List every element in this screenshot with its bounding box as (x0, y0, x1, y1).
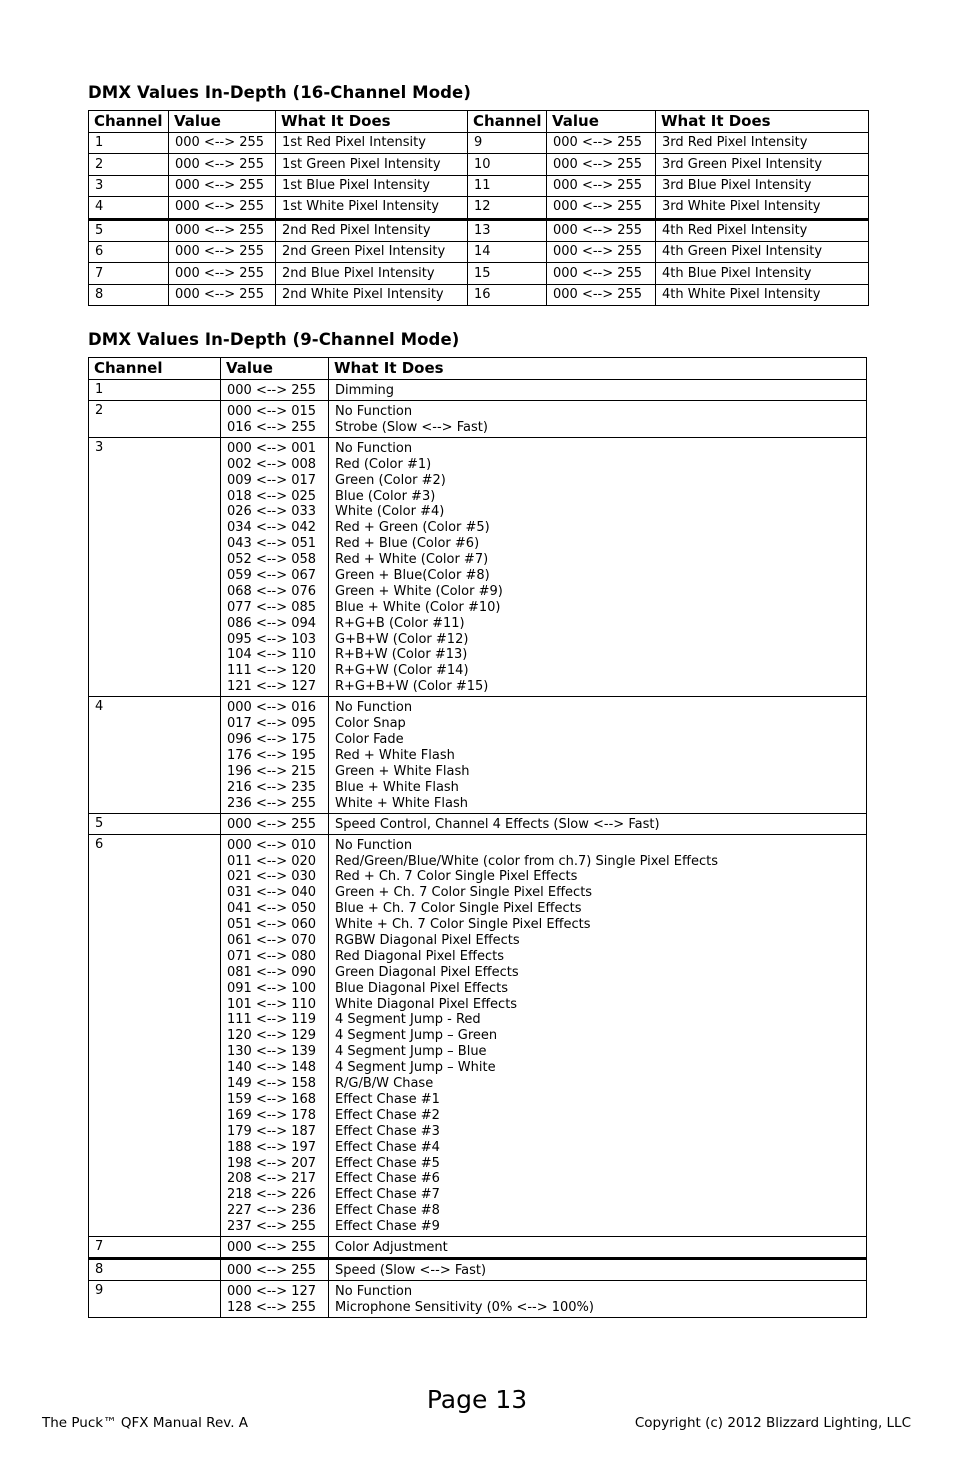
table-row (89, 401, 867, 438)
table-cell: 3 (89, 175, 169, 196)
table-cell: 3rd White Pixel Intensity (656, 197, 869, 219)
column-header: Value (221, 358, 329, 380)
function-description: Effect Chase #3 (335, 1123, 440, 1139)
function-cell (329, 1236, 867, 1258)
function-description: Strobe (Slow <--> Fast) (335, 419, 488, 435)
table-cell: 1st White Pixel Intensity (276, 197, 468, 219)
function-description: Effect Chase #4 (335, 1139, 440, 1155)
column-header: Value (547, 111, 656, 133)
value-range: 081 <--> 090 (227, 964, 317, 980)
dmx-16-channel-table (88, 110, 869, 306)
value-range: 176 <--> 195 (227, 747, 317, 763)
function-description: Effect Chase #7 (335, 1187, 440, 1203)
value-range: 179 <--> 187 (227, 1123, 317, 1139)
value-range-cell (221, 834, 329, 1236)
value-range: 002 <--> 008 (227, 456, 317, 472)
function-description: 4 Segment Jump - Red (335, 1012, 481, 1028)
function-description: Green + White Flash (335, 763, 470, 779)
function-description: Blue + White Flash (335, 779, 459, 795)
function-description: Red + White Flash (335, 747, 455, 763)
table-cell: 2nd White Pixel Intensity (276, 284, 468, 305)
value-range: 000 <--> 016 (227, 700, 317, 716)
column-header: Channel (89, 358, 221, 380)
table-cell: 000 <--> 255 (169, 175, 276, 196)
table-cell: 1st Blue Pixel Intensity (276, 175, 468, 196)
table-cell: 12 (468, 197, 547, 219)
value-range: 101 <--> 110 (227, 996, 317, 1012)
function-description: R+G+W (Color #14) (335, 663, 469, 679)
function-description: Speed (Slow <--> Fast) (335, 1262, 487, 1278)
value-range: 196 <--> 215 (227, 763, 317, 779)
function-description: 4 Segment Jump – White (335, 1060, 496, 1076)
function-description: Speed Control, Channel 4 Effects (Slow <--> Fast) (335, 816, 660, 832)
dmx-9-channel-table (88, 357, 867, 1318)
table-cell: 13 (468, 219, 547, 241)
table-cell: 3rd Green Pixel Intensity (656, 154, 869, 175)
function-description: No Function (335, 440, 413, 456)
value-range: 021 <--> 030 (227, 869, 317, 885)
table-row (89, 437, 867, 696)
table-cell: 1st Red Pixel Intensity (276, 133, 468, 154)
function-cell (329, 1258, 867, 1280)
table-cell: 11 (468, 175, 547, 196)
table-cell: 000 <--> 255 (169, 133, 276, 154)
value-range-cell (221, 380, 329, 401)
value-range: 071 <--> 080 (227, 948, 317, 964)
value-range: 104 <--> 110 (227, 647, 317, 663)
table-row (89, 284, 869, 305)
function-description: R+B+W (Color #13) (335, 647, 468, 663)
channel-cell: 9 (89, 1280, 221, 1317)
value-range: 000 <--> 001 (227, 440, 317, 456)
value-range: 077 <--> 085 (227, 599, 317, 615)
table-header-row (89, 111, 869, 133)
table-row (89, 175, 869, 196)
column-header: What It Does (656, 111, 869, 133)
table-cell: 14 (468, 241, 547, 262)
function-description: White + Ch. 7 Color Single Pixel Effects (335, 917, 591, 933)
table-row (89, 197, 869, 219)
function-cell (329, 1280, 867, 1317)
value-range: 000 <--> 015 (227, 404, 317, 419)
channel-cell: 8 (89, 1258, 221, 1280)
column-header: What It Does (329, 358, 867, 380)
value-range: 016 <--> 255 (227, 419, 317, 435)
value-range: 130 <--> 139 (227, 1044, 317, 1060)
value-range: 061 <--> 070 (227, 933, 317, 949)
value-range: 188 <--> 197 (227, 1139, 317, 1155)
function-description: Red (Color #1) (335, 456, 432, 472)
value-range: 096 <--> 175 (227, 732, 317, 747)
table-cell: 000 <--> 255 (547, 241, 656, 262)
value-range: 111 <--> 119 (227, 1012, 317, 1028)
function-description: RGBW Diagonal Pixel Effects (335, 933, 520, 949)
value-range: 041 <--> 050 (227, 901, 317, 917)
table-row (89, 241, 869, 262)
value-range: 000 <--> 127 (227, 1283, 317, 1299)
table-row (89, 133, 869, 154)
table-cell: 3rd Blue Pixel Intensity (656, 175, 869, 196)
value-range-cell (221, 813, 329, 834)
function-description: Green + Ch. 7 Color Single Pixel Effects (335, 885, 593, 901)
table-cell: 6 (89, 241, 169, 262)
table-cell: 000 <--> 255 (169, 197, 276, 219)
channel-cell: 3 (89, 437, 221, 696)
function-description: Green + White (Color #9) (335, 583, 503, 599)
value-range: 237 <--> 255 (227, 1219, 317, 1235)
value-range-cell (221, 697, 329, 814)
table-row (89, 834, 867, 1236)
table-cell: 7 (89, 263, 169, 284)
table-cell: 000 <--> 255 (547, 284, 656, 305)
channel-cell: 7 (89, 1236, 221, 1258)
table-row (89, 1236, 867, 1258)
value-range: 011 <--> 020 (227, 853, 317, 869)
value-range: 120 <--> 129 (227, 1028, 317, 1044)
function-description: Color Adjustment (335, 1239, 448, 1255)
table-cell: 000 <--> 255 (169, 241, 276, 262)
function-description: Green + Blue(Color #8) (335, 568, 490, 583)
value-range: 043 <--> 051 (227, 536, 317, 552)
function-description: Effect Chase #1 (335, 1091, 440, 1107)
value-range: 140 <--> 148 (227, 1060, 317, 1076)
table-cell: 000 <--> 255 (547, 197, 656, 219)
channel-cell: 5 (89, 813, 221, 834)
table-cell: 15 (468, 263, 547, 284)
table-cell: 5 (89, 219, 169, 241)
function-cell (329, 834, 867, 1236)
table-cell: 2 (89, 154, 169, 175)
value-range: 052 <--> 058 (227, 552, 317, 568)
value-range: 000 <--> 255 (227, 383, 317, 398)
function-description: 4 Segment Jump – Blue (335, 1044, 487, 1060)
function-description: Dimming (335, 383, 395, 398)
channel-cell: 1 (89, 380, 221, 401)
table-row (89, 263, 869, 284)
function-description: Color Snap (335, 716, 406, 732)
table-row (89, 154, 869, 175)
value-range: 236 <--> 255 (227, 795, 317, 811)
table-row (89, 1280, 867, 1317)
value-range: 086 <--> 094 (227, 615, 317, 631)
value-range: 009 <--> 017 (227, 472, 317, 488)
footer-manual-title: The Puck™ QFX Manual Rev. A (42, 1415, 249, 1431)
channel-cell: 2 (89, 401, 221, 438)
value-range: 111 <--> 120 (227, 663, 317, 679)
table-cell: 000 <--> 255 (547, 219, 656, 241)
value-range-cell (221, 401, 329, 438)
value-range: 031 <--> 040 (227, 885, 317, 901)
function-description: Microphone Sensitivity (0% <--> 100%) (335, 1299, 594, 1315)
function-description: R+G+B+W (Color #15) (335, 679, 489, 695)
table-cell: 2nd Red Pixel Intensity (276, 219, 468, 241)
value-range: 000 <--> 010 (227, 837, 317, 853)
table-9ch-title: DMX Values In-Depth (9-Channel Mode) (88, 330, 460, 349)
table-row (89, 813, 867, 834)
table-cell: 2nd Blue Pixel Intensity (276, 263, 468, 284)
function-cell (329, 401, 867, 438)
function-description: 4 Segment Jump – Green (335, 1028, 498, 1044)
function-description: Blue + Ch. 7 Color Single Pixel Effects (335, 901, 582, 917)
table-header-row (89, 358, 867, 380)
value-range: 034 <--> 042 (227, 520, 317, 536)
table-cell: 1 (89, 133, 169, 154)
function-cell (329, 380, 867, 401)
table-cell: 4 (89, 197, 169, 219)
value-range: 000 <--> 255 (227, 1262, 317, 1278)
function-description: R+G+B (Color #11) (335, 615, 465, 631)
value-range: 095 <--> 103 (227, 631, 317, 647)
value-range: 059 <--> 067 (227, 568, 317, 583)
table-cell: 000 <--> 255 (547, 175, 656, 196)
table-row (89, 219, 869, 241)
channel-cell: 4 (89, 697, 221, 814)
table-cell: 000 <--> 255 (547, 154, 656, 175)
function-description: Blue Diagonal Pixel Effects (335, 980, 509, 996)
table-cell: 000 <--> 255 (547, 133, 656, 154)
function-description: Color Fade (335, 732, 404, 747)
value-range: 051 <--> 060 (227, 917, 317, 933)
function-description: No Function (335, 837, 413, 853)
function-description: Red/Green/Blue/White (color from ch.7) Single Pixel Effects (335, 853, 718, 869)
table-row (89, 380, 867, 401)
table-cell: 4th Blue Pixel Intensity (656, 263, 869, 284)
table-row (89, 697, 867, 814)
table-row (89, 1258, 867, 1280)
value-range: 121 <--> 127 (227, 679, 317, 695)
column-header: What It Does (276, 111, 468, 133)
table-cell: 10 (468, 154, 547, 175)
function-description: No Function (335, 1283, 413, 1299)
value-range-cell (221, 1258, 329, 1280)
value-range: 018 <--> 025 (227, 488, 317, 504)
function-cell (329, 697, 867, 814)
value-range: 169 <--> 178 (227, 1107, 317, 1123)
value-range: 128 <--> 255 (227, 1299, 317, 1315)
value-range: 208 <--> 217 (227, 1171, 317, 1187)
function-description: Effect Chase #6 (335, 1171, 440, 1187)
table-cell: 000 <--> 255 (169, 263, 276, 284)
function-description: Green (Color #2) (335, 472, 446, 488)
function-cell (329, 437, 867, 696)
table-cell: 4th White Pixel Intensity (656, 284, 869, 305)
table-cell: 4th Red Pixel Intensity (656, 219, 869, 241)
value-range: 227 <--> 236 (227, 1203, 317, 1219)
function-description: White + White Flash (335, 795, 468, 811)
channel-cell: 6 (89, 834, 221, 1236)
table-cell: 000 <--> 255 (547, 263, 656, 284)
table-cell: 9 (468, 133, 547, 154)
table-cell: 000 <--> 255 (169, 284, 276, 305)
column-header: Value (169, 111, 276, 133)
function-description: Effect Chase #8 (335, 1203, 440, 1219)
table-cell: 16 (468, 284, 547, 305)
function-description: Green Diagonal Pixel Effects (335, 964, 519, 980)
table-cell: 1st Green Pixel Intensity (276, 154, 468, 175)
function-description: Effect Chase #9 (335, 1219, 440, 1235)
value-range: 000 <--> 255 (227, 816, 317, 832)
page-number: Page 13 (426, 1385, 528, 1414)
value-range: 149 <--> 158 (227, 1076, 317, 1092)
value-range: 017 <--> 095 (227, 716, 317, 732)
column-header: Channel (89, 111, 169, 133)
value-range: 000 <--> 255 (227, 1239, 317, 1255)
value-range: 159 <--> 168 (227, 1091, 317, 1107)
function-description: Effect Chase #2 (335, 1107, 440, 1123)
function-description: R/G/B/W Chase (335, 1076, 434, 1092)
function-description: G+B+W (Color #12) (335, 631, 469, 647)
table-cell: 2nd Green Pixel Intensity (276, 241, 468, 262)
value-range-cell (221, 1280, 329, 1317)
function-description: Red + Green (Color #5) (335, 520, 490, 536)
footer-copyright: Copyright (c) 2012 Blizzard Lighting, LLC (634, 1415, 911, 1431)
function-description: No Function (335, 700, 413, 716)
value-range: 068 <--> 076 (227, 583, 317, 599)
value-range: 198 <--> 207 (227, 1155, 317, 1171)
value-range: 216 <--> 235 (227, 779, 317, 795)
function-cell (329, 813, 867, 834)
table-16ch-title: DMX Values In-Depth (16-Channel Mode) (88, 83, 471, 102)
function-description: White (Color #4) (335, 504, 445, 520)
value-range-cell (221, 1236, 329, 1258)
value-range-cell (221, 437, 329, 696)
function-description: Red + Ch. 7 Color Single Pixel Effects (335, 869, 578, 885)
function-description: Blue (Color #3) (335, 488, 436, 504)
value-range: 218 <--> 226 (227, 1187, 317, 1203)
table-cell: 8 (89, 284, 169, 305)
function-description: Red + White (Color #7) (335, 552, 489, 568)
function-description: Blue + White (Color #10) (335, 599, 501, 615)
value-range: 026 <--> 033 (227, 504, 317, 520)
function-description: Effect Chase #5 (335, 1155, 440, 1171)
function-description: Red Diagonal Pixel Effects (335, 948, 504, 964)
table-cell: 000 <--> 255 (169, 219, 276, 241)
table-cell: 3rd Red Pixel Intensity (656, 133, 869, 154)
function-description: White Diagonal Pixel Effects (335, 996, 518, 1012)
value-range: 091 <--> 100 (227, 980, 317, 996)
function-description: Red + Blue (Color #6) (335, 536, 480, 552)
function-description: No Function (335, 404, 413, 419)
table-cell: 000 <--> 255 (169, 154, 276, 175)
table-cell: 4th Green Pixel Intensity (656, 241, 869, 262)
column-header: Channel (468, 111, 547, 133)
